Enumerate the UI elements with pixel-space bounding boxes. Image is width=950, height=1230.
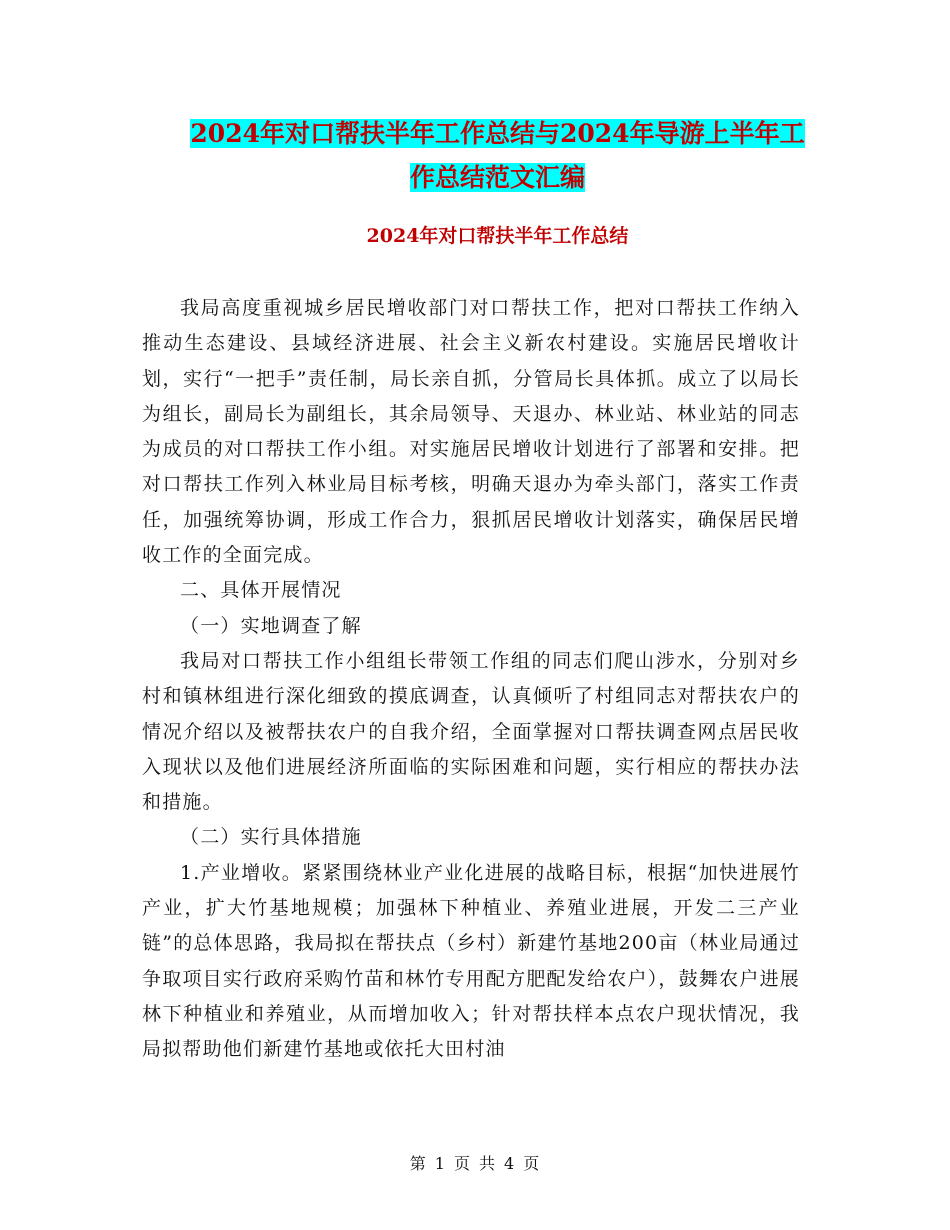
heading-field-survey: （一）实地调查了解 <box>180 614 362 637</box>
footer-suffix: 页 <box>523 1154 541 1173</box>
footer-page-total: 4 <box>504 1154 516 1173</box>
heading-specific-progress: 二、具体开展情况 <box>180 579 342 602</box>
document-body <box>142 291 800 1068</box>
page-footer <box>0 1153 950 1175</box>
heading-specific-measures: （二）实行具体措施 <box>180 826 362 849</box>
paragraph-intro: 我局高度重视城乡居民增收部门对口帮扶工作，把对口帮扶工作纳入推动生态建设、县域经济进展、社会主义新农村建设。实施居民增收计划，实行“一把手”责任制，局长亲自抓，分管局长具体抓。成立了以局长为组长，副局长为副组长，其余局领导、天退办、林业站、林业站的同志为成员的对口帮扶工作小组。对实施居民增收计划进行了部署和安排。把对口帮扶工作列入林业局目标考核，明确天退办为牵头部门，落实工作责任，加强统筹协调，形成工作合力，狠抓居民增收计划落实，确保居民增收工作的全面完成。 <box>142 297 800 567</box>
section-title: 2024年对口帮扶半年工作总结 <box>366 225 629 247</box>
document-title <box>140 112 855 200</box>
footer-prefix: 第 <box>409 1154 427 1173</box>
footer-mid: 页 <box>453 1154 471 1173</box>
document-title-line-1: 2024年对口帮扶半年工作总结与2024年导游上半年工 <box>190 119 805 148</box>
footer-page-current: 1 <box>434 1154 446 1173</box>
paragraph-field-survey: 我局对口帮扶工作小组组长带领工作组的同志们爬山涉水，分别对乡村和镇林组进行深化细致的摸底调查，认真倾听了村组同志对帮扶农户的情况介绍以及被帮扶农户的自我介绍，全面掌握对口帮扶调查网点居民收入现状以及他们进展经济所面临的实际困难和问题，实行相应的帮扶办法和措施。 <box>142 649 800 814</box>
paragraph-industry-income: 1.产业增收。紧紧围绕林业产业化进展的战略目标，根据“加快进展竹产业，扩大竹基地规模；加强林下种植业、养殖业进展，开发二三产业链”的总体思路，我局拟在帮扶点（乡村）新建竹基地200亩（林业局通过争取项目实行政府采购竹苗和林竹专用配方肥配发给农户），鼓舞农户进展林下种植业和养殖业，从而增加收入；针对帮扶样本点农户现状情况，我局拟帮助他们新建竹基地或依托大田村油 <box>142 861 800 1061</box>
document-title-line-2: 作总结范文汇编 <box>409 163 585 192</box>
footer-total-prefix: 共 <box>479 1154 497 1173</box>
